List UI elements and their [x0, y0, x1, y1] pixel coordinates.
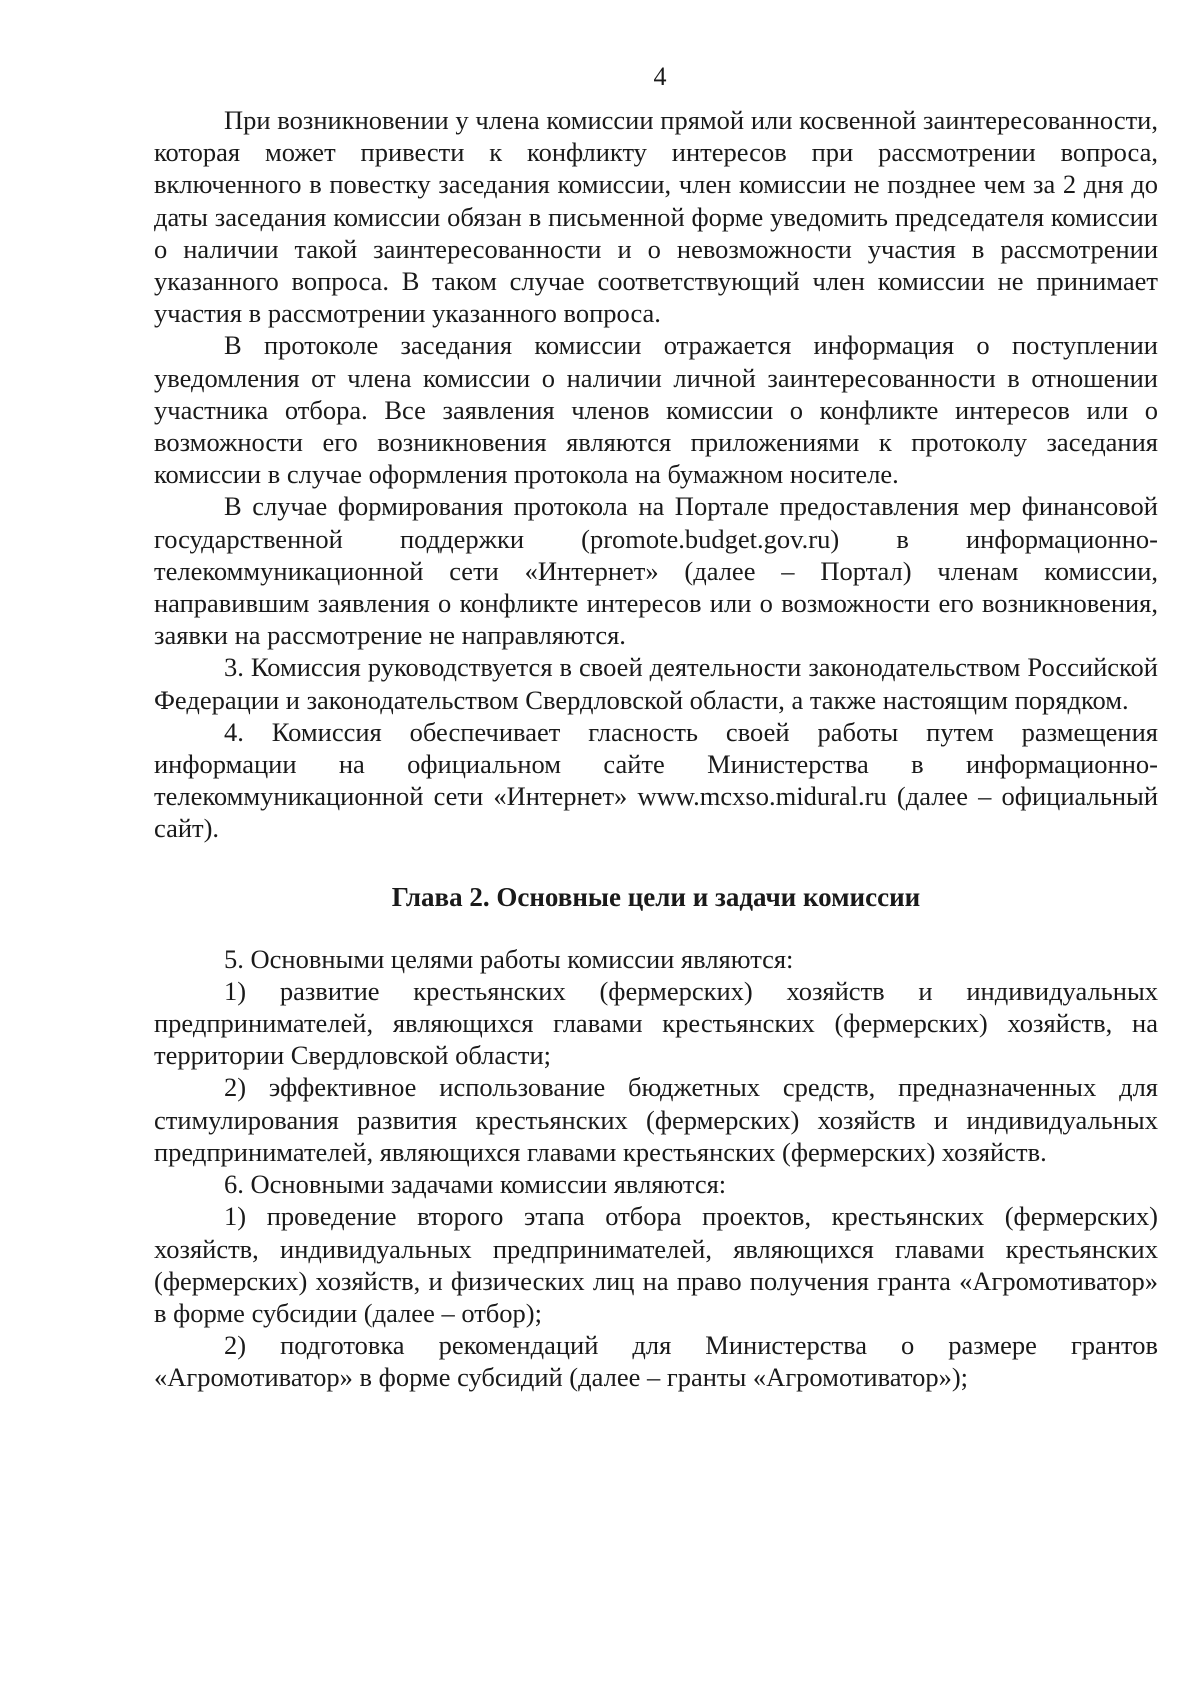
- paragraph-protocol-notification: В протоколе заседания комиссии отражается информация о поступлении уведомления от члена комиссии о наличии личной заинтересованности в отношении участника отбора. Все заявления членов комиссии о конфликте интересов или о возможности его возникновения являются приложениями к протоколу заседания комиссии в случае оформления протокола на бумажном носителе.: [154, 330, 1158, 490]
- paragraph-portal-protocol: В случае формирования протокола на Портале предоставления мер финансовой государственной поддержки (promote.budget.gov.ru) в информационно-телекоммуникационной сети «Интернет» (далее – Портал) членам комиссии, направившим заявления о конфликте интересов или о возможности его возникновения, заявки на рассмотрение не направляются.: [154, 491, 1158, 651]
- paragraph-conflict-of-interest: При возникновении у члена комиссии прямой или косвенной заинтересованности, которая может привести к конфликту интересов при рассмотрении вопроса, включенного в повестку заседания комиссии, член комиссии не позднее чем за 2 дня до даты заседания комиссии обязан в письменной форме уведомить председателя комиссии о наличии такой заинтересованности и о невозможности участия в рассмотрении указанного вопроса. В таком случае соответствующий член комиссии не принимает участия в рассмотрении указанного вопроса.: [154, 105, 1158, 329]
- paragraph-item-6-1: 1) проведение второго этапа отбора проектов, крестьянских (фермерских) хозяйств, индивидуальных предпринимателей, являющихся главами крестьянских (фермерских) хозяйств, и физических лиц на право получения гранта «Агромотиватор» в форме субсидии (далее – отбор);: [154, 1201, 1158, 1328]
- chapter-heading: Глава 2. Основные цели и задачи комиссии: [391, 881, 921, 912]
- paragraph-item-5: 5. Основными целями работы комиссии являются:: [224, 943, 794, 974]
- document-body: [154, 104, 1158, 1394]
- paragraph-item-6-2: 2) подготовка рекомендаций для Министерства о размере грантов «Агромотиватор» в форме субсидий (далее – гранты «Агромотиватор»);: [154, 1330, 1158, 1393]
- page-number: 4: [653, 62, 667, 91]
- paragraph-item-5-1: 1) развитие крестьянских (фермерских) хозяйств и индивидуальных предпринимателей, являющихся главами крестьянских (фермерских) хозяйств, на территории Свердловской области;: [154, 975, 1158, 1071]
- paragraph-item-6: 6. Основными задачами комиссии являются:: [224, 1169, 727, 1200]
- paragraph-item-3: 3. Комиссия руководствуется в своей деятельности законодательством Российской Федерации и законодательством Свердловской области, а также настоящим порядком.: [154, 652, 1158, 715]
- paragraph-item-4: 4. Комиссия обеспечивает гласность своей работы путем размещения информации на официальном сайте Министерства в информационно-телекоммуникационной сети «Интернет» www.mcxso.midural.ru (далее – официальный сайт).: [154, 716, 1158, 844]
- paragraph-item-5-2: 2) эффективное использование бюджетных средств, предназначенных для стимулирования развития крестьянских (фермерских) хозяйств и индивидуальных предпринимателей, являющихся главами крестьянских (фермерских) хозяйств.: [154, 1072, 1158, 1167]
